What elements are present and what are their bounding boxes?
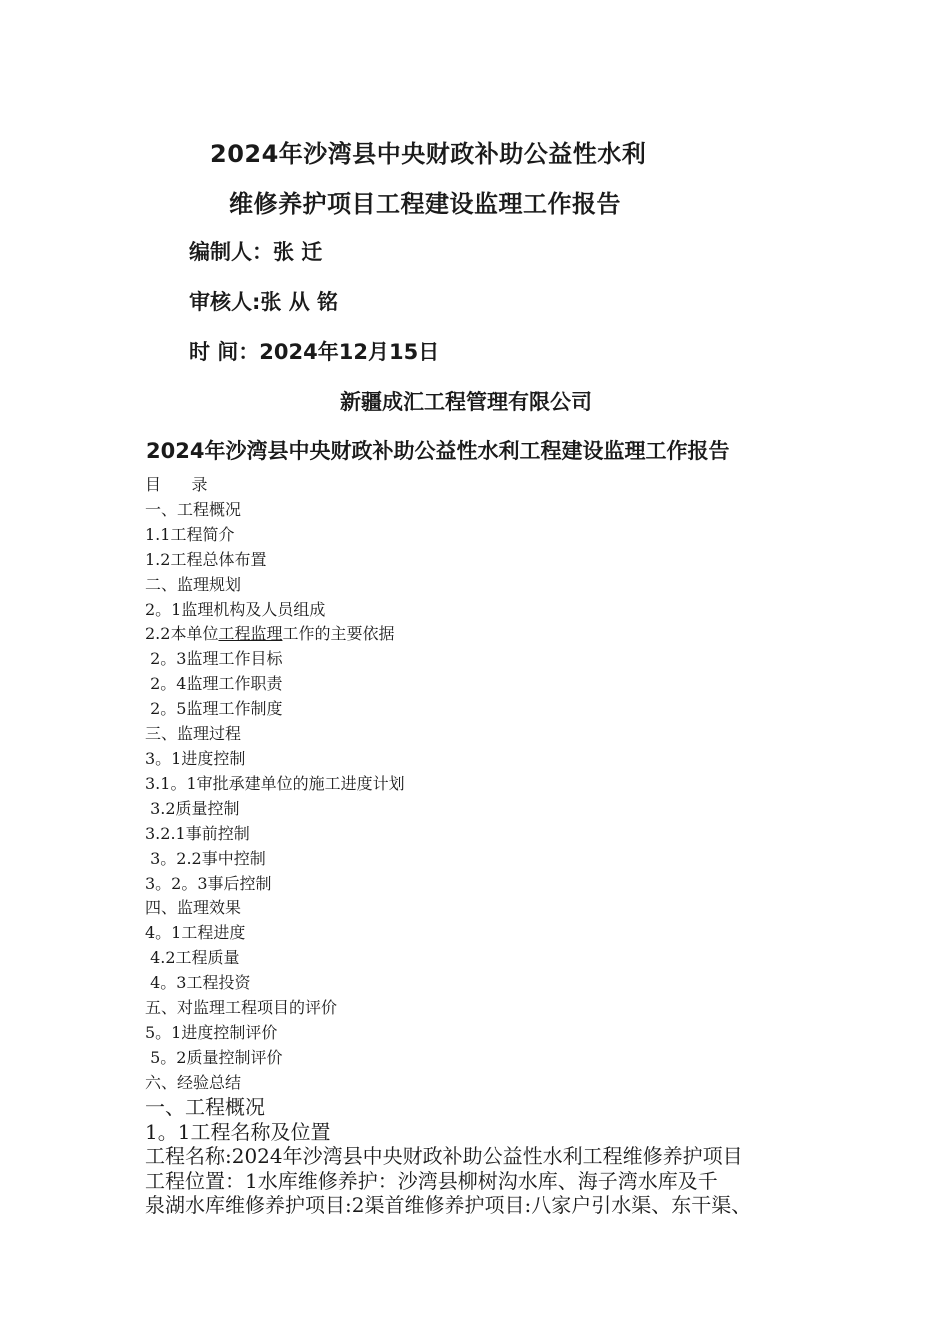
- reviewer-line: 审核人:张 从 铭: [189, 290, 339, 314]
- toc-item-link[interactable]: 工程监理: [218, 624, 283, 644]
- compiler-line: 编制人：张 迁: [189, 240, 323, 264]
- toc-item: 5。1进度控制评价: [145, 1022, 278, 1042]
- paragraph-line: 泉湖水库维修养护项目:2渠首维修养护项目:八家户引水渠、东干渠、: [145, 1193, 752, 1218]
- toc-item: 六、经验总结: [145, 1072, 242, 1092]
- toc-item: 3.2质量控制: [145, 798, 240, 818]
- toc-item: 3。2。3事后控制: [145, 873, 272, 893]
- toc-item: 3。2.2事中控制: [145, 848, 266, 868]
- toc-item: 4。3工程投资: [145, 973, 251, 993]
- company-name: 新疆成汇工程管理有限公司: [340, 390, 592, 414]
- toc-item: 五、对监理工程项目的评价: [145, 998, 338, 1018]
- report-title: 2024年沙湾县中央财政补助公益性水利工程建设监理工作报告: [146, 439, 730, 463]
- toc-item: [145, 622, 405, 647]
- table-of-contents: [145, 473, 405, 1096]
- toc-heading: 目 录: [145, 475, 208, 494]
- title-line-2: 维修养护项目工程建设监理工作报告: [229, 190, 621, 218]
- toc-item: 二、监理规划: [145, 574, 242, 594]
- subsection-heading: 1。1工程名称及位置: [145, 1119, 331, 1144]
- toc-item: 3。1进度控制: [145, 748, 246, 768]
- toc-item: 3.1。1审批承建单位的施工进度计划: [145, 773, 405, 793]
- title-line-1: 2024年沙湾县中央财政补助公益性水利: [210, 140, 647, 168]
- toc-item-prefix: 2.2本单位: [145, 624, 219, 644]
- toc-item: 2。5监理工作制度: [145, 699, 283, 719]
- toc-item: 三、监理过程: [145, 724, 242, 744]
- toc-item: 一、工程概况: [145, 499, 242, 519]
- toc-item: 4。1工程进度: [145, 923, 246, 943]
- toc-item: 四、监理效果: [145, 898, 242, 918]
- section-heading: 一、工程概况: [145, 1095, 265, 1119]
- toc-item: 3.2.1事前控制: [145, 823, 250, 843]
- toc-item: 2。4监理工作职责: [145, 674, 283, 694]
- toc-item: 5。2质量控制评价: [145, 1047, 283, 1067]
- toc-item: 1.2工程总体布置: [145, 549, 267, 569]
- toc-item: 2。3监理工作目标: [145, 649, 283, 669]
- paragraph-line: 工程位置：1水库维修养护：沙湾县柳树沟水库、海子湾水库及千: [145, 1168, 718, 1193]
- toc-item-suffix: 工作的主要依据: [282, 624, 395, 644]
- toc-item: 2。1监理机构及人员组成: [145, 599, 326, 619]
- paragraph-line: 工程名称:2024年沙湾县中央财政补助公益性水利工程维修养护项目: [145, 1144, 743, 1169]
- toc-item: 4.2工程质量: [145, 948, 240, 968]
- body-section: [145, 1095, 751, 1218]
- toc-item: 1.1工程简介: [145, 524, 235, 544]
- date-line: 时 间：2024年12月15日: [189, 340, 440, 364]
